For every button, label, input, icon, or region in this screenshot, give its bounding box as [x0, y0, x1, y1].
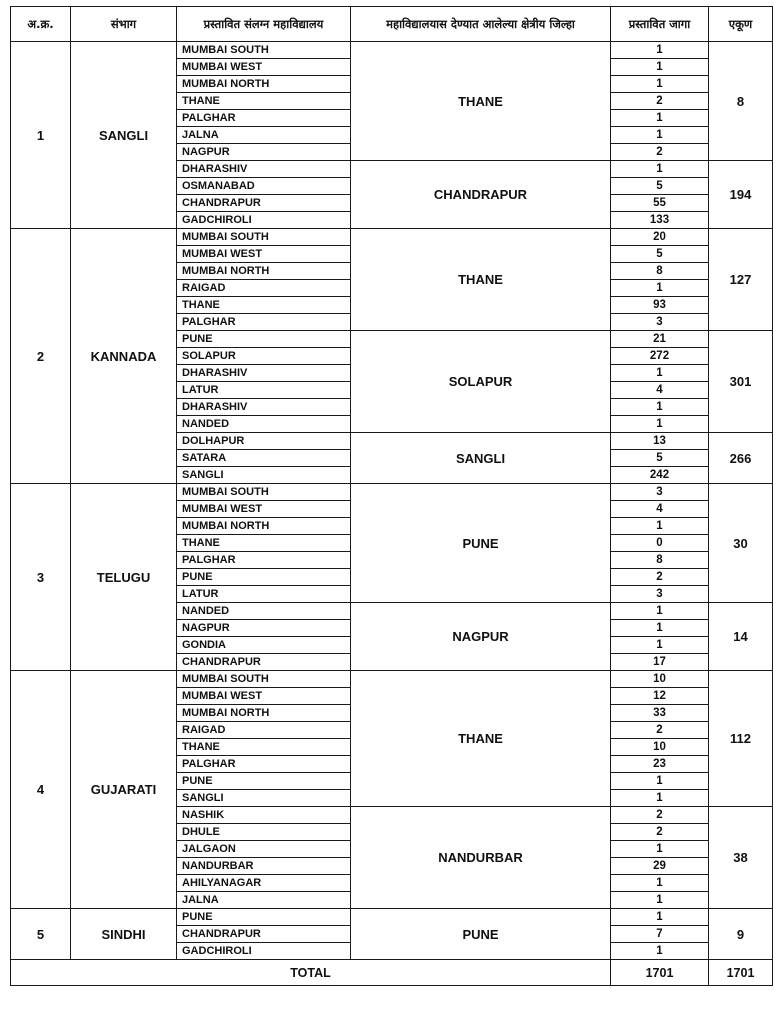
seats-cell: 1 [611, 161, 709, 178]
seats-cell: 13 [611, 433, 709, 450]
block-total-cell: 8 [709, 42, 773, 161]
seats-cell: 17 [611, 654, 709, 671]
college-cell: THANE [177, 739, 351, 756]
division-cell: SINDHI [71, 909, 177, 960]
seats-cell: 5 [611, 246, 709, 263]
college-cell: LATUR [177, 382, 351, 399]
seats-cell: 10 [611, 671, 709, 688]
block-total-cell: 112 [709, 671, 773, 807]
block-total-cell: 266 [709, 433, 773, 484]
seats-cell: 1 [611, 620, 709, 637]
seats-cell: 2 [611, 569, 709, 586]
header-seats: प्रस्तावित जागा [611, 7, 709, 42]
seats-cell: 55 [611, 195, 709, 212]
seats-cell: 33 [611, 705, 709, 722]
college-cell: GONDIA [177, 637, 351, 654]
college-cell: MUMBAI WEST [177, 501, 351, 518]
seats-cell: 1 [611, 773, 709, 790]
seats-cell: 1 [611, 603, 709, 620]
college-cell: AHILYANAGAR [177, 875, 351, 892]
header-total: एकूण [709, 7, 773, 42]
college-cell: JALNA [177, 127, 351, 144]
college-cell: SATARA [177, 450, 351, 467]
college-cell: CHANDRAPUR [177, 654, 351, 671]
seats-cell: 1 [611, 909, 709, 926]
college-cell: MUMBAI NORTH [177, 76, 351, 93]
total-seats: 1701 [611, 960, 709, 986]
college-cell: MUMBAI WEST [177, 246, 351, 263]
header-college: प्रस्तावित संलग्न महाविद्यालय [177, 7, 351, 42]
district-cell: SOLAPUR [351, 331, 611, 433]
college-cell: DHARASHIV [177, 161, 351, 178]
district-cell: THANE [351, 229, 611, 331]
college-cell: THANE [177, 93, 351, 110]
college-cell: DHARASHIV [177, 365, 351, 382]
college-cell: JALNA [177, 892, 351, 909]
seats-cell: 2 [611, 824, 709, 841]
college-cell: CHANDRAPUR [177, 926, 351, 943]
district-cell: NANDURBAR [351, 807, 611, 909]
seat-allocation-sheet [10, 6, 773, 986]
seats-cell: 1 [611, 365, 709, 382]
college-cell: NANDED [177, 603, 351, 620]
college-cell: MUMBAI SOUTH [177, 671, 351, 688]
seats-cell: 272 [611, 348, 709, 365]
division-cell: SANGLI [71, 42, 177, 229]
seats-cell: 8 [611, 552, 709, 569]
college-cell: MUMBAI SOUTH [177, 229, 351, 246]
college-cell: SANGLI [177, 790, 351, 807]
seats-cell: 20 [611, 229, 709, 246]
district-cell: CHANDRAPUR [351, 161, 611, 229]
college-cell: PALGHAR [177, 314, 351, 331]
district-cell: NAGPUR [351, 603, 611, 671]
college-cell: NANDED [177, 416, 351, 433]
seats-cell: 93 [611, 297, 709, 314]
seats-cell: 10 [611, 739, 709, 756]
table-row [11, 484, 773, 501]
block-total-cell: 127 [709, 229, 773, 331]
seats-cell: 1 [611, 841, 709, 858]
seats-cell: 2 [611, 807, 709, 824]
seats-cell: 5 [611, 178, 709, 195]
college-cell: MUMBAI NORTH [177, 518, 351, 535]
seats-cell: 1 [611, 790, 709, 807]
seats-cell: 133 [611, 212, 709, 229]
college-cell: THANE [177, 297, 351, 314]
table-body [11, 42, 773, 986]
seats-cell: 12 [611, 688, 709, 705]
seats-cell: 7 [611, 926, 709, 943]
serial-number-cell: 5 [11, 909, 71, 960]
header-row [11, 7, 773, 42]
college-cell: CHANDRAPUR [177, 195, 351, 212]
header-serial: अ.क्र. [11, 7, 71, 42]
college-cell: PALGHAR [177, 756, 351, 773]
total-label: TOTAL [11, 960, 611, 986]
college-cell: MUMBAI WEST [177, 688, 351, 705]
total-row [11, 960, 773, 986]
college-cell: PUNE [177, 909, 351, 926]
seats-cell: 5 [611, 450, 709, 467]
seats-cell: 1 [611, 76, 709, 93]
table-row [11, 229, 773, 246]
college-cell: THANE [177, 535, 351, 552]
college-cell: MUMBAI SOUTH [177, 42, 351, 59]
college-cell: GADCHIROLI [177, 212, 351, 229]
seats-cell: 1 [611, 399, 709, 416]
district-cell: SANGLI [351, 433, 611, 484]
college-cell: PUNE [177, 569, 351, 586]
college-cell: RAIGAD [177, 280, 351, 297]
seats-cell: 1 [611, 59, 709, 76]
college-cell: NASHIK [177, 807, 351, 824]
seats-cell: 2 [611, 93, 709, 110]
table-row [11, 42, 773, 59]
seats-cell: 3 [611, 314, 709, 331]
seats-cell: 1 [611, 416, 709, 433]
seats-cell: 1 [611, 518, 709, 535]
seats-cell: 21 [611, 331, 709, 348]
seats-cell: 1 [611, 42, 709, 59]
block-total-cell: 9 [709, 909, 773, 960]
seats-cell: 1 [611, 892, 709, 909]
seat-allocation-table [10, 6, 773, 986]
college-cell: NAGPUR [177, 144, 351, 161]
block-total-cell: 301 [709, 331, 773, 433]
block-total-cell: 30 [709, 484, 773, 603]
college-cell: PALGHAR [177, 552, 351, 569]
college-cell: MUMBAI NORTH [177, 705, 351, 722]
seats-cell: 1 [611, 943, 709, 960]
division-cell: TELUGU [71, 484, 177, 671]
college-cell: PUNE [177, 773, 351, 790]
college-cell: OSMANABAD [177, 178, 351, 195]
college-cell: DOLHAPUR [177, 433, 351, 450]
district-cell: PUNE [351, 909, 611, 960]
seats-cell: 4 [611, 501, 709, 518]
seats-cell: 242 [611, 467, 709, 484]
college-cell: SANGLI [177, 467, 351, 484]
college-cell: RAIGAD [177, 722, 351, 739]
header-district: महाविद्यालयास देण्यात आलेल्या क्षेत्रीय जिल्हा [351, 7, 611, 42]
district-cell: PUNE [351, 484, 611, 603]
seats-cell: 23 [611, 756, 709, 773]
college-cell: GADCHIROLI [177, 943, 351, 960]
college-cell: MUMBAI WEST [177, 59, 351, 76]
seats-cell: 1 [611, 875, 709, 892]
seats-cell: 3 [611, 586, 709, 603]
table-row [11, 909, 773, 926]
seats-cell: 1 [611, 110, 709, 127]
seats-cell: 2 [611, 144, 709, 161]
block-total-cell: 38 [709, 807, 773, 909]
seats-cell: 1 [611, 127, 709, 144]
table-row [11, 671, 773, 688]
block-total-cell: 14 [709, 603, 773, 671]
college-cell: DHULE [177, 824, 351, 841]
serial-number-cell: 1 [11, 42, 71, 229]
serial-number-cell: 3 [11, 484, 71, 671]
division-cell: GUJARATI [71, 671, 177, 909]
serial-number-cell: 2 [11, 229, 71, 484]
college-cell: PALGHAR [177, 110, 351, 127]
division-cell: KANNADA [71, 229, 177, 484]
district-cell: THANE [351, 42, 611, 161]
college-cell: MUMBAI SOUTH [177, 484, 351, 501]
seats-cell: 2 [611, 722, 709, 739]
seats-cell: 0 [611, 535, 709, 552]
serial-number-cell: 4 [11, 671, 71, 909]
seats-cell: 4 [611, 382, 709, 399]
college-cell: MUMBAI NORTH [177, 263, 351, 280]
college-cell: NANDURBAR [177, 858, 351, 875]
seats-cell: 3 [611, 484, 709, 501]
block-total-cell: 194 [709, 161, 773, 229]
district-cell: THANE [351, 671, 611, 807]
college-cell: DHARASHIV [177, 399, 351, 416]
grand-total: 1701 [709, 960, 773, 986]
seats-cell: 8 [611, 263, 709, 280]
college-cell: NAGPUR [177, 620, 351, 637]
seats-cell: 29 [611, 858, 709, 875]
seats-cell: 1 [611, 280, 709, 297]
seats-cell: 1 [611, 637, 709, 654]
header-division: संभाग [71, 7, 177, 42]
college-cell: PUNE [177, 331, 351, 348]
college-cell: LATUR [177, 586, 351, 603]
college-cell: JALGAON [177, 841, 351, 858]
college-cell: SOLAPUR [177, 348, 351, 365]
